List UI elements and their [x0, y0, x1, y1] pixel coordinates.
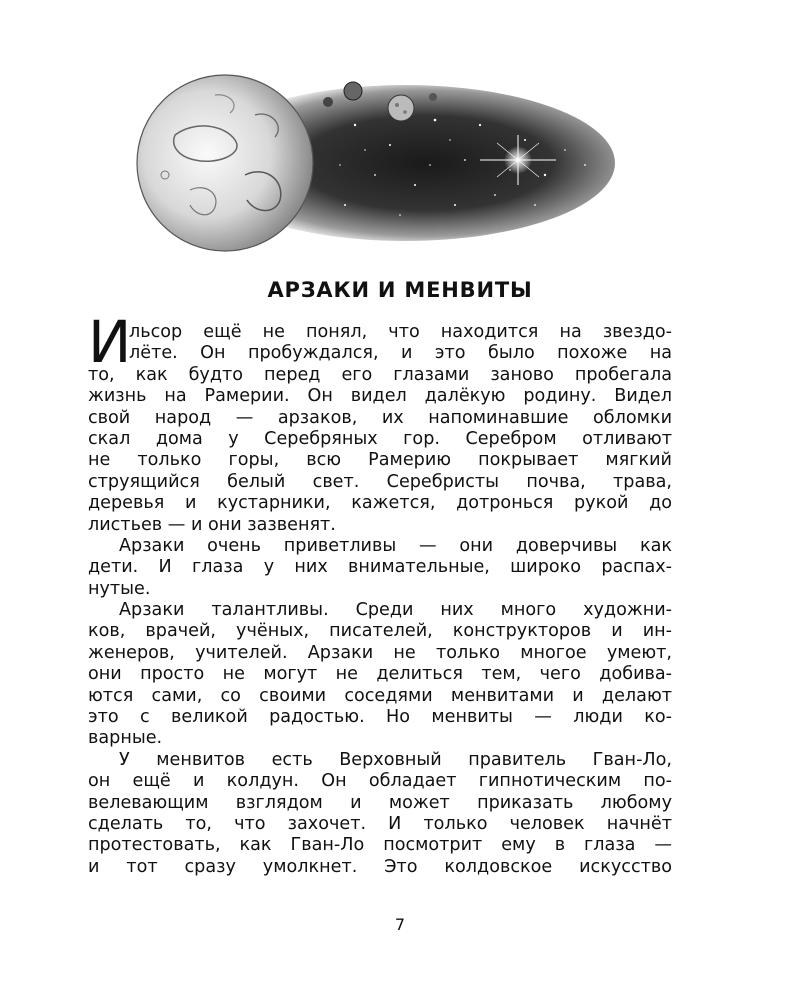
text-line: листьев — и они зазвенят.	[88, 514, 336, 535]
text-line: Арзаки талантливы. Среди них много художни-	[119, 600, 672, 621]
text-line: льсор ещё не понял, что находится на звездо-	[129, 322, 672, 342]
text-line: Арзаки очень приветливы — они доверчивы как	[119, 535, 672, 556]
text-line: жизнь на Рамерии. Он видел далёкую родину. Видел	[88, 386, 672, 407]
text-line: ков, врачей, учёных, писателей, конструкторов и ин-	[88, 621, 672, 642]
text-line: велевающим взглядом и может приказать любому	[88, 792, 672, 813]
chapter-title: АРЗАКИ И МЕНВИТЫ	[267, 278, 533, 302]
text-line: дети. И глаза у них внимательные, широко распах-	[88, 557, 672, 578]
text-line: он ещё и колдун. Он обладает гипнотическим по-	[88, 771, 672, 792]
text-line: это с великой радостью. Но менвиты — люди ко-	[88, 707, 672, 728]
text-line: скал дома у Серебряных гор. Серебром отливают	[88, 428, 672, 449]
text-line: нутые.	[88, 578, 151, 599]
text-line: струящийся белый свет. Серебристы почва, трава,	[88, 471, 672, 492]
page-number: 7	[394, 915, 406, 934]
text-line: ются сами, со своими соседями менвитами и делают	[88, 685, 672, 706]
chapter-text	[88, 308, 672, 878]
text-line: женеров, учителей. Арзаки не только многое умеют,	[88, 642, 672, 663]
planet-and-stars-drawing	[135, 65, 615, 255]
text-line: то, как будто перед его глазами заново пробегала	[88, 364, 672, 385]
text-line: не только горы, всю Рамерию покрывает мягкий	[88, 450, 672, 471]
text-line: протестовать, как Гван-Ло посмотрит ему в глаза —	[88, 835, 672, 856]
text-line: деревья и кустарники, кажется, дотронься рукой до	[88, 493, 672, 514]
planet	[137, 75, 313, 251]
space-illustration	[135, 65, 615, 255]
text-line: лёте. Он пробуждался, и это было похоже на	[129, 343, 672, 364]
text-line: варные.	[88, 728, 163, 749]
text-line: сделать то, что захочет. И только человек начнёт	[88, 813, 672, 834]
text-line: они просто не могут не делиться тем, чего добива-	[88, 664, 672, 685]
text-line: свой народ — арзаков, их напоминавшие обломки	[88, 407, 672, 428]
drop-cap: И	[88, 308, 132, 376]
text-line: У менвитов есть Верховный правитель Гван-Ло,	[119, 749, 672, 770]
text-line: и тот сразу умолкнет. Это колдовское искусство	[88, 856, 672, 877]
